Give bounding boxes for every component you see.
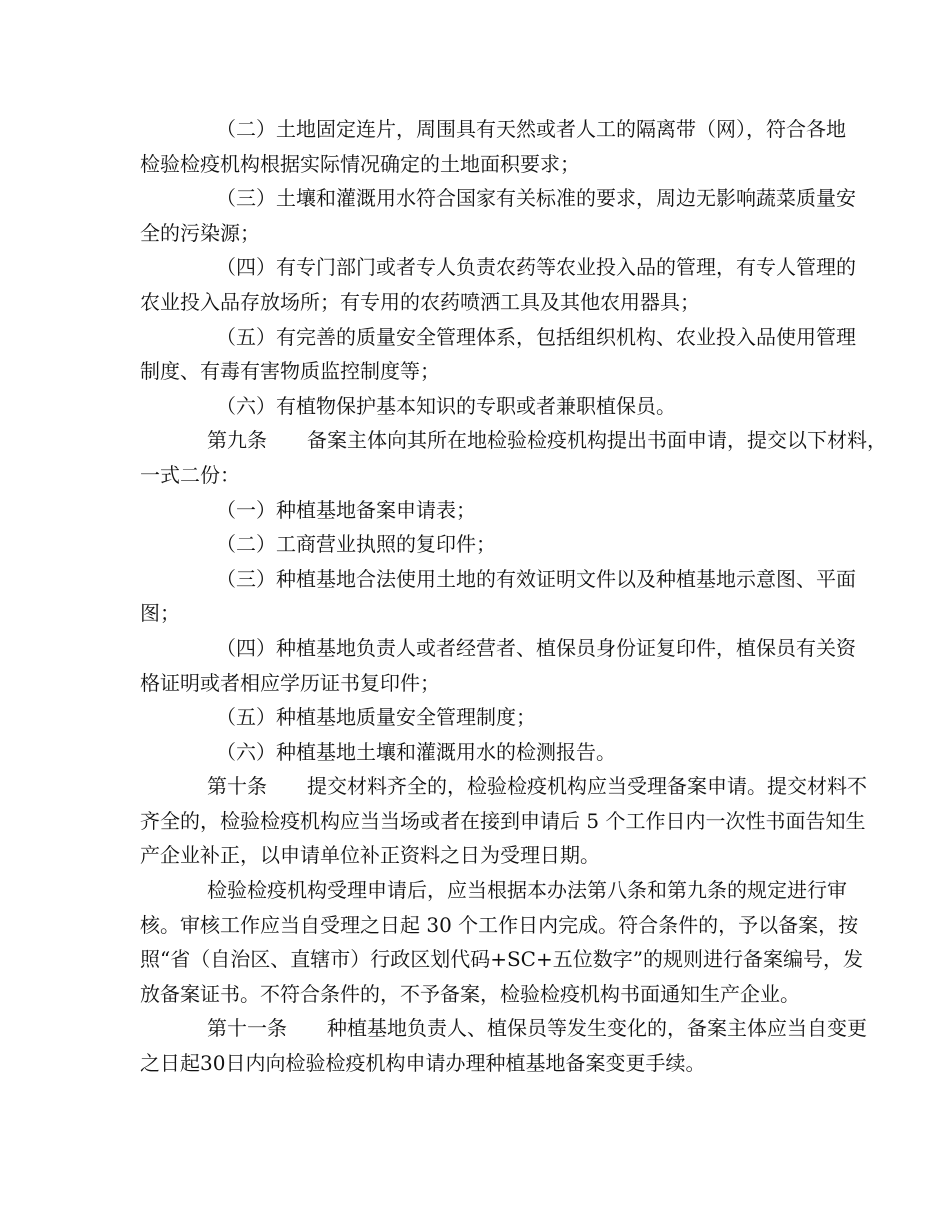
article-heading-line: 第十条 提交材料齐全的，检验检疫机构应当受理备案申请。提交材料不 <box>207 774 867 799</box>
text-line: （五）有完善的质量安全管理体系，包括组织机构、农业投入品使用管理 <box>216 324 856 349</box>
text-line: 照“省（自治区、直辖市）行政区划代码+SC+五位数字”的规则进行备案编号，发 <box>140 947 863 972</box>
text-line: 图； <box>140 601 180 626</box>
text-line: 之日起30日内向检验检疫机构申请办理种植基地备案变更手续。 <box>140 1051 706 1076</box>
text-line: （五）种植基地质量安全管理制度； <box>216 705 536 730</box>
text-line: 检验检疫机构根据实际情况确定的土地面积要求； <box>140 151 580 176</box>
text-line: 农业投入品存放场所；有专用的农药喷洒工具及其他农用器具； <box>140 289 700 314</box>
text-line: 制度、有毒有害物质监控制度等； <box>140 359 440 384</box>
text-line: 检验检疫机构受理申请后，应当根据本办法第八条和第九条的规定进行审 <box>207 878 847 903</box>
text-line: 产企业补正，以申请单位补正资料之日为受理日期。 <box>140 843 600 868</box>
text-line: （三）种植基地合法使用土地的有效证明文件以及种植基地示意图、平面 <box>216 566 856 591</box>
text-line: 核。审核工作应当自受理之日起 30 个工作日内完成。符合条件的，予以备案，按 <box>140 912 859 937</box>
text-line: （四）种植基地负责人或者经营者、植保员身份证复印件，植保员有关资 <box>216 635 856 660</box>
text-line: （六）有植物保护基本知识的专职或者兼职植保员。 <box>216 393 676 418</box>
text-line: （四）有专门部门或者专人负责农药等农业投入品的管理，有专人管理的 <box>216 255 856 280</box>
text-line: （三）土壤和灌溉用水符合国家有关标准的要求，周边无影响蔬菜质量安 <box>216 186 856 211</box>
text-line: （二）土地固定连片，周围具有天然或者人工的隔离带（网），符合各地 <box>216 117 846 141</box>
text-line: 齐全的，检验检疫机构应当当场或者在接到申请后 5 个工作日内一次性书面告知生 <box>140 808 866 833</box>
article-heading-line: 第十一条 种植基地负责人、植保员等发生变化的，备案主体应当自变更 <box>207 1016 867 1041</box>
document-body <box>140 112 887 1081</box>
text-line: （六）种植基地土壤和灌溉用水的检测报告。 <box>216 739 616 764</box>
text-line: 一式二份： <box>140 462 240 487</box>
article-heading-line: 第九条 备案主体向其所在地检验检疫机构提出书面申请，提交以下材料， <box>207 428 887 453</box>
text-line: 格证明或者相应学历证书复印件； <box>140 670 440 695</box>
text-line: 全的污染源； <box>140 220 260 245</box>
text-line: （一）种植基地备案申请表； <box>216 497 476 522</box>
text-line: （二）工商营业执照的复印件； <box>216 532 496 557</box>
text-line: 放备案证书。不符合条件的，不予备案，检验检疫机构书面通知生产企业。 <box>140 981 800 1006</box>
